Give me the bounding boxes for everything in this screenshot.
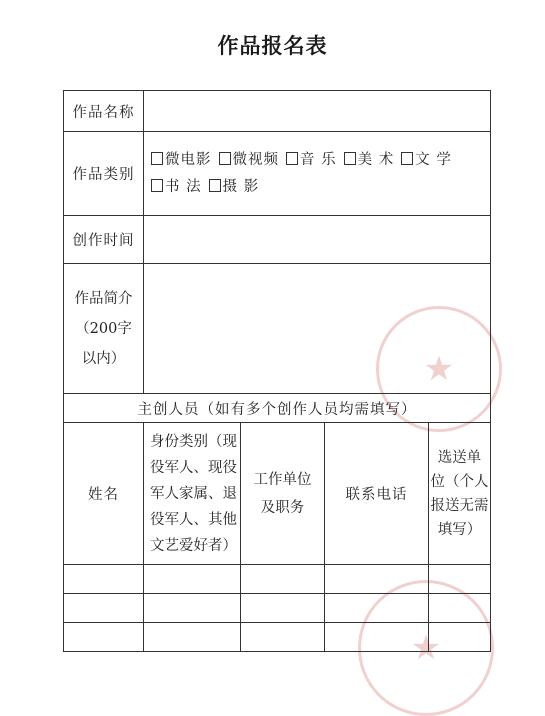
checkbox-icon xyxy=(219,152,231,165)
form-title: 作品报名表 xyxy=(217,33,328,58)
creation-time-row xyxy=(64,216,491,264)
cell-phone[interactable] xyxy=(325,623,429,652)
cell-identity[interactable] xyxy=(144,565,241,594)
creation-time-label: 创作时间 xyxy=(64,216,144,264)
registration-table xyxy=(63,90,491,652)
cell-name[interactable] xyxy=(64,565,144,594)
cell-phone[interactable] xyxy=(325,565,429,594)
intro-label-line: 作品简介 xyxy=(74,290,133,307)
category-option-art[interactable]: 美 术 xyxy=(344,147,395,174)
cell-submit-unit[interactable] xyxy=(429,623,491,652)
category-row xyxy=(64,132,491,216)
col-header-submit-unit: 选送单 位（个人报送无需填写） xyxy=(429,423,491,565)
checkbox-icon xyxy=(151,179,163,192)
category-label: 作品类别 xyxy=(64,132,144,216)
cell-name[interactable] xyxy=(64,594,144,623)
category-option-calligraphy[interactable]: 书 法 xyxy=(151,174,202,201)
identity-note: （现役军人、现役军人家属、退役军人、其他文艺爱好者） xyxy=(150,433,237,554)
creators-section-title: 主创人员（如有多个创作人员均需填写） xyxy=(64,394,491,423)
cell-submit-unit[interactable] xyxy=(429,565,491,594)
work-name-field[interactable] xyxy=(144,91,491,132)
work-name-row xyxy=(64,91,491,132)
creators-header-row xyxy=(64,423,491,565)
col-header-phone: 联系电话 xyxy=(325,423,429,565)
category-option-literature[interactable]: 文 学 xyxy=(401,147,452,174)
cell-identity[interactable] xyxy=(144,623,241,652)
cell-submit-unit[interactable] xyxy=(429,594,491,623)
table-row xyxy=(64,565,491,594)
cell-unit[interactable] xyxy=(241,565,325,594)
intro-label-line: （200字 xyxy=(75,320,132,337)
category-options xyxy=(144,132,491,216)
cell-unit[interactable] xyxy=(241,594,325,623)
checkbox-icon xyxy=(151,152,163,165)
creators-section-row xyxy=(64,394,491,423)
cell-identity[interactable] xyxy=(144,594,241,623)
category-option-micro-film[interactable]: 微电影 xyxy=(151,147,212,174)
category-option-music[interactable]: 音 乐 xyxy=(286,147,337,174)
identity-main-label: 身份类别 xyxy=(150,433,208,450)
cell-unit[interactable] xyxy=(241,623,325,652)
cell-name[interactable] xyxy=(64,623,144,652)
seal-star-icon: ★ xyxy=(410,628,442,668)
intro-label-line: 以内） xyxy=(81,350,126,367)
col-header-unit: 工作单位 及职务 xyxy=(241,423,325,565)
category-option-micro-video[interactable]: 微视频 xyxy=(219,147,280,174)
checkbox-icon xyxy=(344,152,356,165)
checkbox-icon xyxy=(401,152,413,165)
col-header-identity xyxy=(144,423,241,565)
category-option-photography[interactable]: 摄 影 xyxy=(209,174,260,201)
intro-row xyxy=(64,264,491,394)
intro-field[interactable] xyxy=(144,264,491,394)
checkbox-icon xyxy=(209,179,221,192)
seal-star-icon: ★ xyxy=(423,349,455,389)
table-row xyxy=(64,623,491,652)
creation-time-field[interactable] xyxy=(144,216,491,264)
work-name-label: 作品名称 xyxy=(64,91,144,132)
table-row xyxy=(64,594,491,623)
cell-phone[interactable] xyxy=(325,594,429,623)
intro-label xyxy=(64,264,144,394)
col-header-name: 姓名 xyxy=(64,423,144,565)
checkbox-icon xyxy=(286,152,298,165)
